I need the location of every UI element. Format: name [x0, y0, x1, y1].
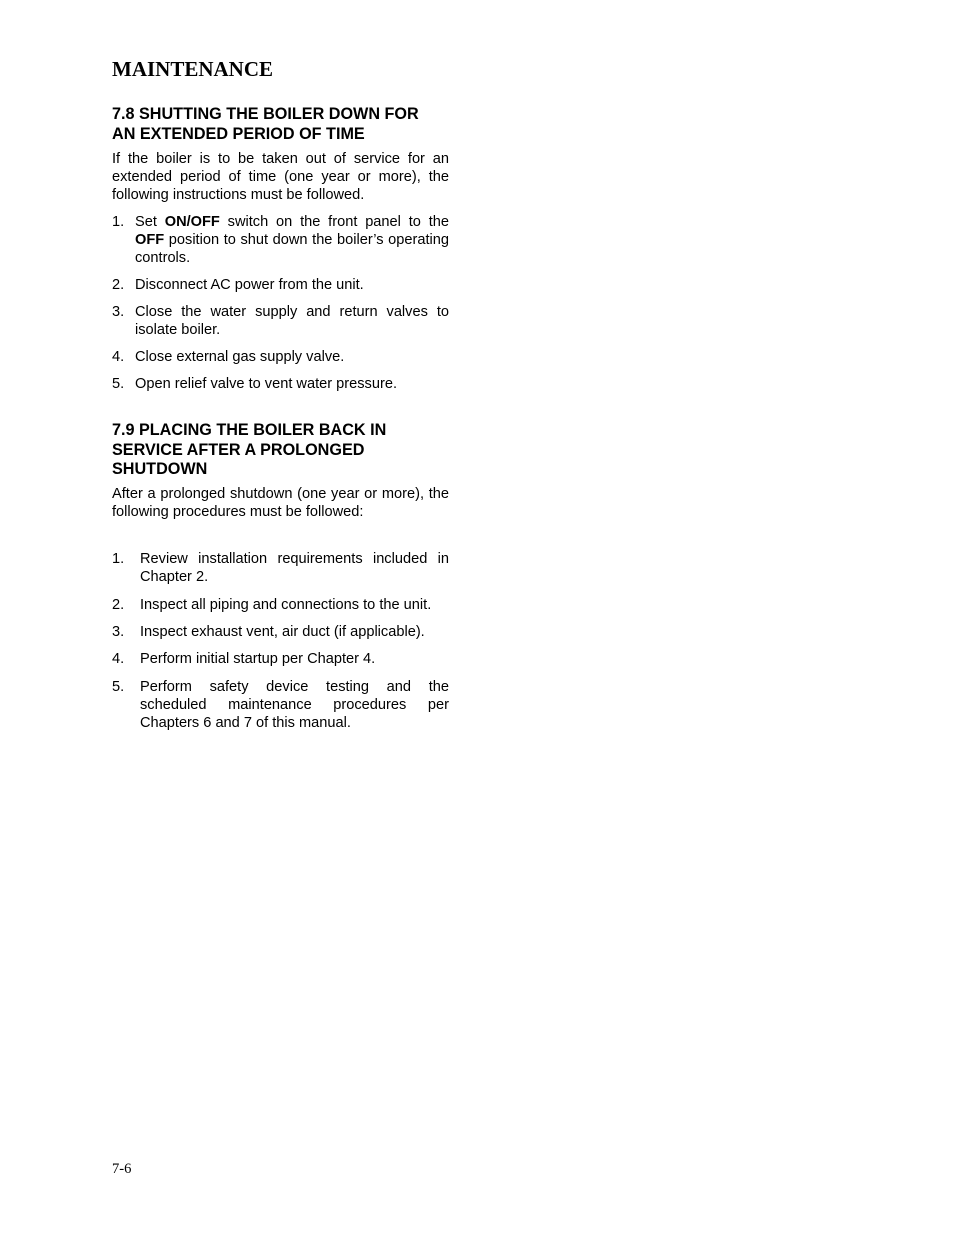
section-7-8-intro: If the boiler is to be taken out of service for an extended period of time (one year or more), the following instructions must be followed.	[112, 151, 449, 203]
list-item-text: Inspect exhaust vent, air duct (if applicable).	[140, 624, 425, 640]
section-7-9-header	[112, 421, 449, 484]
list-item	[112, 623, 449, 641]
section-7-9-heading	[112, 421, 449, 480]
list-item-text: Perform initial startup per Chapter 4.	[140, 651, 376, 667]
list-item	[112, 550, 449, 586]
section-7-8-heading	[112, 105, 449, 144]
list-item	[112, 303, 449, 339]
section-7-9-steps	[112, 550, 449, 732]
list-item-number: 2.	[112, 597, 125, 613]
section-7-8-steps	[112, 213, 449, 393]
list-item-number: 3.	[112, 624, 125, 640]
section-7-8-intro-block	[112, 150, 449, 204]
page-number: 7-6	[112, 1161, 132, 1177]
list-item	[112, 213, 449, 267]
section-7-8-header	[112, 105, 449, 148]
list-item-text: Inspect all piping and connections to the unit.	[140, 597, 432, 613]
list-item	[112, 678, 449, 732]
list-item-number: 1.	[112, 214, 125, 230]
list-item	[112, 650, 449, 668]
list-item	[112, 596, 449, 614]
section-7-9-heading-line-1: 7.9 PLACING THE BOILER BACK IN	[112, 421, 387, 439]
list-item-number: 5.	[112, 679, 125, 695]
list-item-text: Close external gas supply valve.	[135, 349, 345, 365]
list-item-number: 3.	[112, 304, 125, 320]
list-item-text: Review installation requirements included in Chapter 2.	[140, 551, 449, 585]
section-7-8-heading-line-1: 7.8 SHUTTING THE BOILER DOWN FOR	[112, 105, 419, 123]
chapter-title: MAINTENANCE	[112, 57, 274, 81]
list-item	[112, 375, 449, 393]
off-position-label: OFF	[135, 232, 165, 248]
section-7-9-heading-line-2: SERVICE AFTER A PROLONGED	[112, 440, 365, 459]
on-off-switch-label: ON/OFF	[164, 214, 220, 230]
list-item-text: Close the water supply and return valves to isolate boiler.	[135, 304, 449, 338]
list-item-number: 2.	[112, 277, 125, 293]
list-item-number: 1.	[112, 551, 125, 567]
list-item-text: Open relief valve to vent water pressure.	[135, 376, 398, 392]
section-7-9-heading-line-3: SHUTDOWN	[112, 460, 208, 479]
list-item-text: Perform safety device testing and the scheduled maintenance procedures per Chapters 6 and 7 of this manual.	[140, 679, 449, 731]
section-7-9-intro: After a prolonged shutdown (one year or more), the following procedures must be followed:	[112, 486, 449, 520]
list-item-text: Disconnect AC power from the unit.	[135, 277, 364, 293]
list-item	[112, 348, 449, 366]
list-item-number: 5.	[112, 376, 125, 392]
section-7-8-heading-line-2: AN EXTENDED PERIOD OF TIME	[112, 124, 365, 143]
list-item-text: Set ON/OFF switch on the front panel to the OFF position to shut down the boiler’s operating controls.	[135, 214, 449, 266]
list-item	[112, 276, 449, 294]
section-7-9-intro-block	[112, 485, 449, 521]
list-item-number: 4.	[112, 651, 125, 667]
list-item-number: 4.	[112, 349, 125, 365]
